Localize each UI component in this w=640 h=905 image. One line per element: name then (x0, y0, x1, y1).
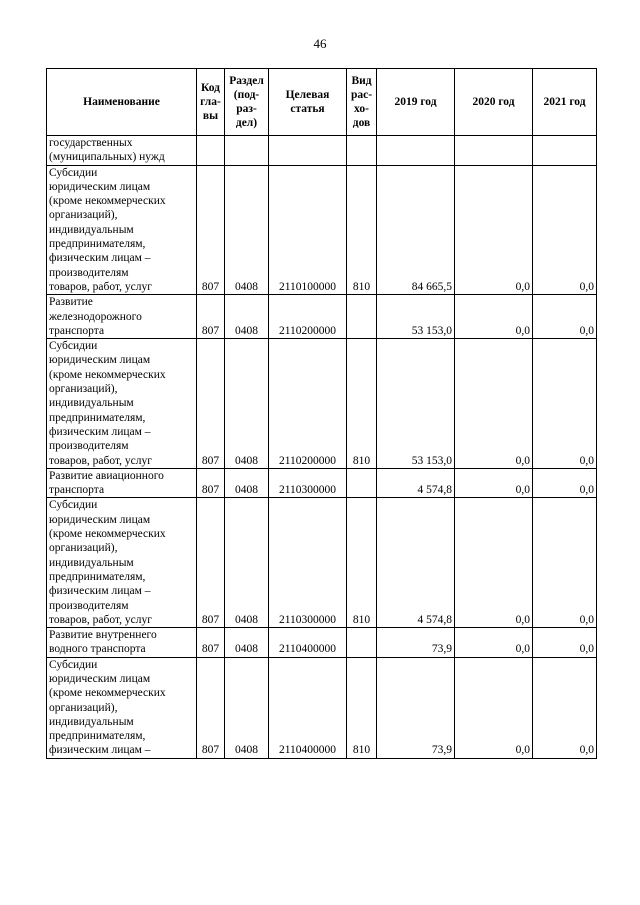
cell-2019: 84 665,5 (377, 165, 455, 295)
cell-section: 0408 (225, 498, 269, 628)
cell-expense-type: 810 (347, 165, 377, 295)
cell-chapter-code: 807 (197, 295, 225, 339)
cell-2021: 0,0 (533, 498, 597, 628)
cell-2021: 0,0 (533, 657, 597, 758)
cell-target-article: 2110400000 (269, 628, 347, 658)
cell-expense-type: 810 (347, 498, 377, 628)
cell-chapter-code: 807 (197, 498, 225, 628)
header-chapter-code: Код гла- вы (197, 69, 225, 136)
cell-name: Развитие авиационного транспорта (47, 468, 197, 498)
cell-2019: 73,9 (377, 628, 455, 658)
cell-2020 (455, 136, 533, 166)
cell-expense-type: 810 (347, 657, 377, 758)
cell-chapter-code: 807 (197, 339, 225, 469)
cell-2020: 0,0 (455, 657, 533, 758)
cell-section: 0408 (225, 657, 269, 758)
header-row (47, 69, 597, 136)
table-row (47, 498, 597, 628)
cell-section: 0408 (225, 628, 269, 658)
cell-name: Развитие внутреннего водного транспорта (47, 628, 197, 658)
cell-chapter-code: 807 (197, 628, 225, 658)
cell-section: 0408 (225, 165, 269, 295)
cell-chapter-code: 807 (197, 657, 225, 758)
header-name: Наименование (47, 69, 197, 136)
table-row (47, 165, 597, 295)
cell-name: Субсидии юридическим лицам (кроме некоммерческих организаций), индивидуальным предпринимателям, физическим лицам – производителям товаров, работ, услуг (47, 165, 197, 295)
cell-2021: 0,0 (533, 165, 597, 295)
header-target-article: Целевая статья (269, 69, 347, 136)
cell-name: Субсидии юридическим лицам (кроме некоммерческих организаций), индивидуальным предпринимателям, физическим лицам – производителям товаров, работ, услуг (47, 498, 197, 628)
cell-2019: 53 153,0 (377, 295, 455, 339)
cell-expense-type (347, 628, 377, 658)
cell-2021: 0,0 (533, 628, 597, 658)
cell-2019: 4 574,8 (377, 468, 455, 498)
cell-2020: 0,0 (455, 468, 533, 498)
cell-chapter-code: 807 (197, 468, 225, 498)
cell-expense-type: 810 (347, 339, 377, 469)
table-row (47, 136, 597, 166)
page-number: 46 (313, 36, 327, 51)
table-body (47, 136, 597, 759)
table-row (47, 657, 597, 758)
cell-name: государственных (муниципальных) нужд (47, 136, 197, 166)
cell-target-article: 2110400000 (269, 657, 347, 758)
cell-target-article: 2110300000 (269, 498, 347, 628)
cell-name: Субсидии юридическим лицам (кроме некоммерческих организаций), индивидуальным предпринимателям, физическим лицам – (47, 657, 197, 758)
cell-name: Субсидии юридическим лицам (кроме некоммерческих организаций), индивидуальным предпринимателям, физическим лицам – производителям товаров, работ, услуг (47, 339, 197, 469)
cell-section: 0408 (225, 468, 269, 498)
cell-chapter-code: 807 (197, 165, 225, 295)
cell-2020: 0,0 (455, 339, 533, 469)
cell-section: 0408 (225, 339, 269, 469)
table-row (47, 295, 597, 339)
cell-2019: 4 574,8 (377, 498, 455, 628)
cell-target-article: 2110200000 (269, 295, 347, 339)
cell-2021: 0,0 (533, 468, 597, 498)
cell-section: 0408 (225, 295, 269, 339)
table-row (47, 468, 597, 498)
cell-target-article: 2110300000 (269, 468, 347, 498)
cell-section (225, 136, 269, 166)
cell-2019 (377, 136, 455, 166)
cell-2019: 53 153,0 (377, 339, 455, 469)
header-2021: 2021 год (533, 69, 597, 136)
budget-table (46, 68, 597, 759)
table-row (47, 339, 597, 469)
cell-2019: 73,9 (377, 657, 455, 758)
cell-2021 (533, 136, 597, 166)
cell-expense-type (347, 468, 377, 498)
header-2020: 2020 год (455, 69, 533, 136)
header-section: Раздел (под- раз- дел) (225, 69, 269, 136)
header-expense-type: Вид рас- хо- дов (347, 69, 377, 136)
table-row (47, 628, 597, 658)
cell-expense-type (347, 295, 377, 339)
cell-target-article: 2110100000 (269, 165, 347, 295)
cell-target-article (269, 136, 347, 166)
header-2019: 2019 год (377, 69, 455, 136)
cell-target-article: 2110200000 (269, 339, 347, 469)
cell-2020: 0,0 (455, 165, 533, 295)
cell-name: Развитие железнодорожного транспорта (47, 295, 197, 339)
cell-2020: 0,0 (455, 295, 533, 339)
cell-expense-type (347, 136, 377, 166)
cell-2020: 0,0 (455, 498, 533, 628)
cell-2021: 0,0 (533, 339, 597, 469)
cell-2021: 0,0 (533, 295, 597, 339)
cell-2020: 0,0 (455, 628, 533, 658)
cell-chapter-code (197, 136, 225, 166)
